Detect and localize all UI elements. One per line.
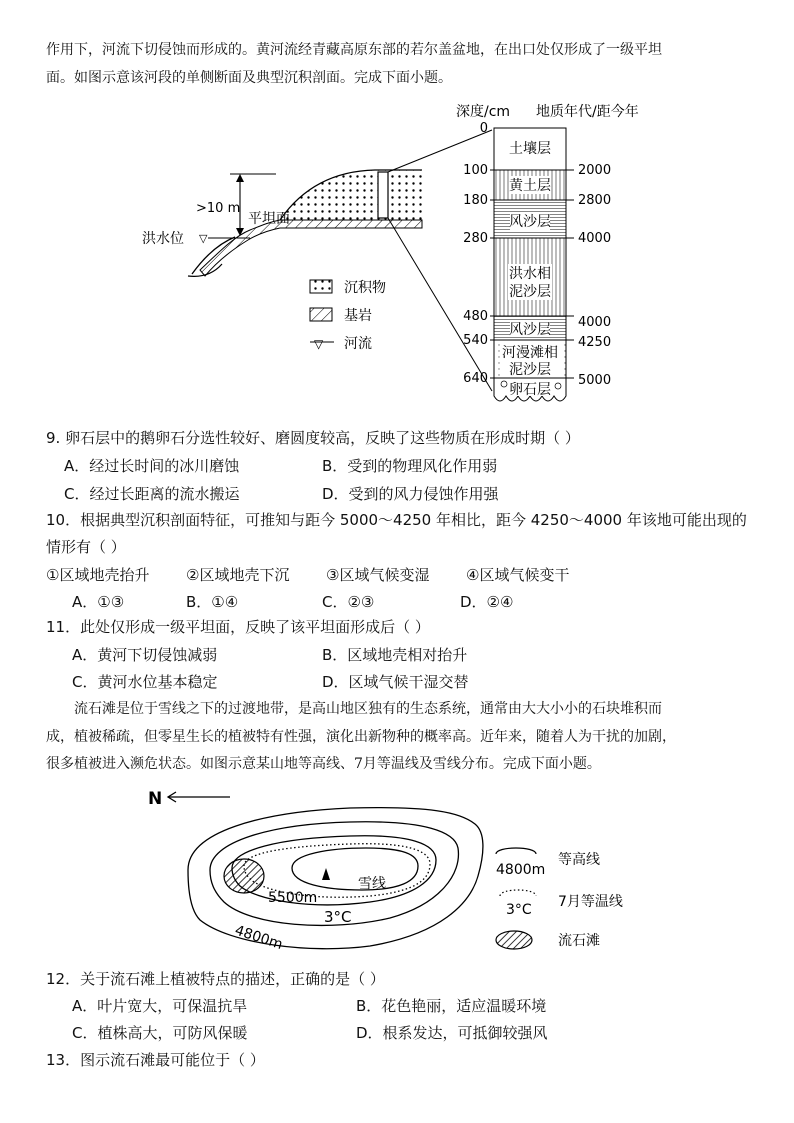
scree-area: [224, 859, 264, 893]
legend-contour-sample: 4800m: [496, 862, 546, 878]
age-tick: 4000: [578, 231, 612, 246]
snowline-label: 雪线: [358, 876, 386, 892]
figure-contour-map: [140, 784, 660, 956]
sample-column: [378, 172, 388, 218]
q12-option-c[interactable]: C．植株高大，可防风保暖: [72, 1024, 248, 1042]
q11-option-b[interactable]: B．区域地壳相对抬升: [322, 646, 468, 664]
north-label: N: [148, 789, 163, 809]
q10-choice-3: ③区域气候变湿: [326, 566, 430, 584]
q12-option-d[interactable]: D．根系发达，可抵御较强风: [356, 1024, 548, 1042]
q10-option-a[interactable]: A．①③: [72, 593, 125, 611]
q9-option-b[interactable]: B．受到的物理风化作用弱: [322, 457, 498, 475]
legend-scree-swatch: [496, 931, 532, 949]
q10-option-c[interactable]: C．②③: [322, 593, 375, 611]
age-tick: 4000: [578, 315, 612, 330]
q12-option-a[interactable]: A．叶片宽大，可保温抗旱: [72, 997, 248, 1015]
q13-stem: 13．图示流石滩最可能位于（ ）: [46, 1051, 265, 1069]
q9-stem: 9. 卵石层中的鹅卵石分选性较好、磨圆度较高，反映了这些物质在形成时期（ ）: [46, 429, 580, 447]
layer-floodplain-line2: 泥沙层: [509, 362, 551, 378]
layer-flood-line2: 泥沙层: [509, 284, 551, 300]
q12-option-b[interactable]: B．花色艳丽，适应温暖环境: [356, 997, 547, 1015]
legend-sediment-label: 沉积物: [344, 280, 386, 296]
isotherm-label: 3°C: [324, 908, 352, 926]
flood-level-symbol: ▽: [199, 232, 208, 245]
age-tick: 5000: [578, 373, 612, 388]
intro-line-1: 作用下，河流下切侵蚀而形成的。黄河流经青藏高原东部的若尔盖盆地，在出口处仅形成了一级平坦: [46, 42, 662, 58]
q10-choice-4: ④区域气候变干: [466, 566, 570, 584]
intro-line-2: 面。如图示意该河段的单侧断面及典型沉积剖面。完成下面小题。: [46, 70, 452, 86]
depth-tick: 0: [479, 121, 488, 136]
q10-stem-line-2: 情形有（ ）: [46, 538, 126, 556]
depth-tick: 540: [463, 333, 488, 348]
layer-loess: 黄土层: [509, 178, 551, 194]
legend-river-symbol: ▽: [314, 337, 324, 351]
age-tick: 2000: [578, 163, 612, 178]
legend-contour-label: 等高线: [558, 852, 600, 868]
legend-isotherm-swatch: [500, 890, 536, 896]
figure-river-section: [130, 96, 690, 412]
legend-isotherm-label: 7月等温线: [558, 894, 623, 910]
q10-choice-1: ①区域地壳抬升: [46, 566, 150, 584]
q10-option-d[interactable]: D．②④: [460, 593, 514, 611]
q10-stem-line-1: 10．根据典型沉积剖面特征，可推知与距今 5000～4250 年相比，距今 4250～4000 年该地可能出现的: [46, 511, 747, 529]
layer-aeolian-sand-1: 风沙层: [509, 214, 551, 230]
q10-choice-2: ②区域地壳下沉: [186, 566, 290, 584]
intro2-line-2: 成，植被稀疏，但零星生长的植被特有性强，演化出新物种的概率高。近年来，随着人为干扰的加剧，: [46, 729, 676, 745]
contour-4800-label: 4800m: [232, 922, 285, 954]
age-tick: 4250: [578, 335, 612, 350]
legend-river-label: 河流: [344, 336, 372, 352]
depth-header: 深度/cm: [456, 104, 511, 120]
q9-option-a[interactable]: A．经过长时间的冰川磨蚀: [64, 457, 240, 475]
legend-isotherm-sample: 3°C: [506, 902, 532, 918]
intro2-line-1: 流石滩是位于雪线之下的过渡地带，是高山地区独有的生态系统，通常由大大小小的石块堆积而: [74, 701, 662, 717]
depth-tick: 640: [463, 371, 488, 386]
age-tick: 2800: [578, 193, 612, 208]
contour-5500-label: 5500m: [268, 890, 318, 906]
q11-stem: 11．此处仅形成一级平坦面，反映了该平坦面形成后（ ）: [46, 618, 430, 636]
layer-soil: 土壤层: [509, 141, 551, 157]
depth-tick: 180: [463, 193, 488, 208]
q12-stem: 12．关于流石滩上植被特点的描述，正确的是（ ）: [46, 970, 385, 988]
peak-icon: [322, 868, 330, 880]
depth-tick: 280: [463, 231, 488, 246]
age-header: 地质年代/距今年: [536, 104, 639, 120]
intro2-line-3: 很多植被进入濒危状态。如图示意某山地等高线、7月等温线及雪线分布。完成下面小题。: [46, 756, 601, 772]
legend-scree-label: 流石滩: [558, 933, 600, 949]
depth-tick: 100: [463, 163, 488, 178]
layer-flood-line1: 洪水相: [509, 266, 551, 282]
q9-option-c[interactable]: C．经过长距离的流水搬运: [64, 485, 240, 503]
bedrock-band: [200, 220, 422, 276]
platform-label: 平坦面: [248, 211, 290, 227]
legend-sediment-swatch: [310, 280, 332, 293]
layer-floodplain-line1: 河漫滩相: [502, 345, 558, 361]
sediment-deposit: [280, 170, 422, 220]
legend-bedrock-label: 基岩: [344, 308, 372, 324]
snowline: [292, 848, 418, 890]
layer-pebble: 卵石层: [509, 382, 551, 398]
depth-tick: 480: [463, 309, 488, 324]
q9-option-d[interactable]: D．受到的风力侵蚀作用强: [322, 485, 499, 503]
height-label: >10 m: [196, 201, 241, 216]
legend-bedrock-swatch: [310, 308, 332, 321]
flood-level-label: 洪水位: [142, 231, 184, 247]
legend-contour-swatch: [496, 848, 536, 854]
q11-option-c[interactable]: C．黄河水位基本稳定: [72, 673, 218, 691]
q11-option-d[interactable]: D．区域气候干湿交替: [322, 673, 469, 691]
q10-option-b[interactable]: B．①④: [186, 593, 239, 611]
layer-aeolian-sand-2: 风沙层: [509, 322, 551, 338]
q11-option-a[interactable]: A．黄河下切侵蚀减弱: [72, 646, 218, 664]
